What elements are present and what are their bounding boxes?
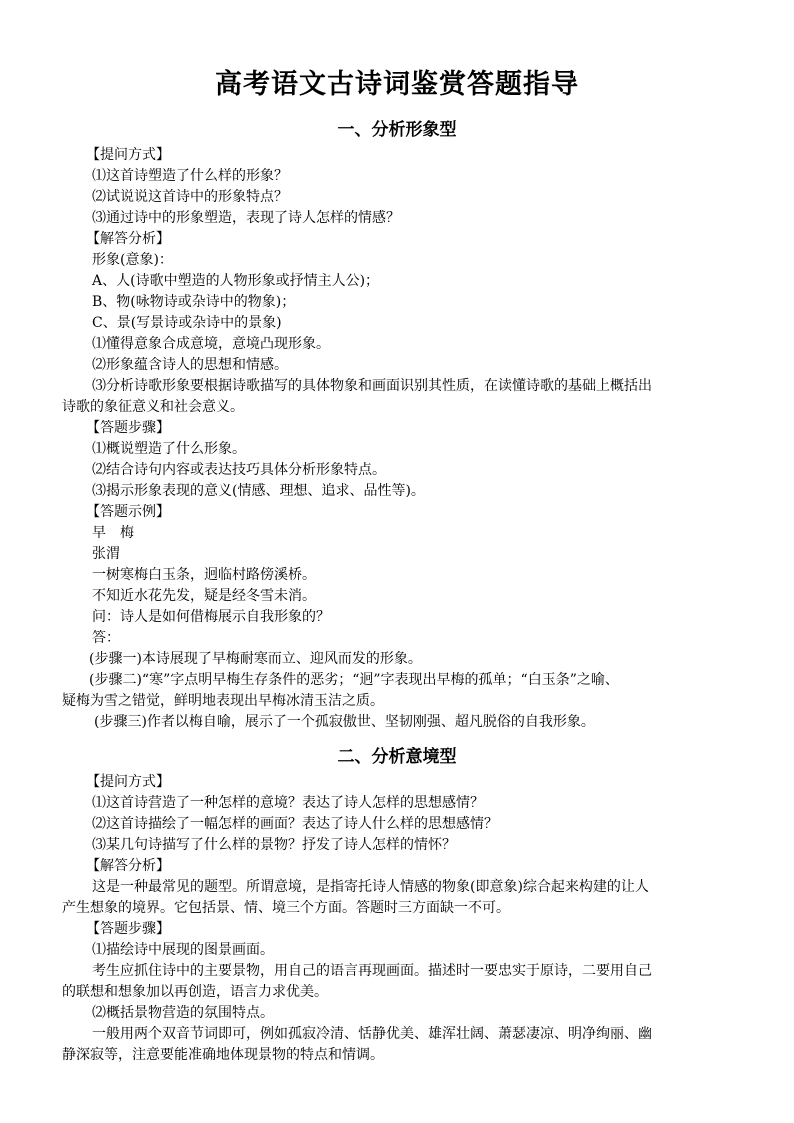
section2-step-2: ⑵概括景物营造的氛围特点。	[92, 1005, 274, 1021]
page-title: 高考语文古诗词鉴赏答题指导	[215, 69, 579, 100]
section1-step-2: ⑵结合诗句内容或表达技巧具体分析形象特点。	[92, 462, 386, 478]
section1-analysis-line-5: ⑴懂得意象合成意境，意境凸现形象。	[92, 336, 330, 352]
section2-analysis-label: 【解答分析】	[86, 858, 170, 874]
section2-step-1: ⑴描绘诗中展现的图景画面。	[92, 942, 274, 958]
poem-line-2: 不知近水花先发，疑是经冬雪未消。	[92, 588, 316, 604]
section1-analysis-line-6: ⑵形象蕴含诗人的思想和情感。	[92, 357, 288, 373]
poem-line-1: 一树寒梅白玉条，迥临村路傍溪桥。	[92, 567, 316, 583]
section1-analysis-line-4: C、景(写景诗或杂诗中的景象)	[92, 315, 282, 331]
section1-analysis-line-7: ⑶分析诗歌形象要根据诗歌描写的具体物象和画面识别其性质，在读懂诗歌的基础上概括出	[92, 378, 652, 394]
section1-analysis-wrap: 诗歌的象征意义和社会意义。	[62, 399, 244, 415]
section2-analysis-p1: 这是一种最常见的题型。所谓意境，是指寄托诗人情感的物象(即意象)综合起来构建的让人	[92, 879, 649, 895]
poem-title: 早 梅	[92, 525, 134, 541]
answer-label: 答：	[92, 630, 120, 646]
section1-question-1: ⑴这首诗塑造了什么样的形象？	[92, 168, 288, 184]
section2-heading: 二、分析意境型	[337, 747, 457, 767]
answer-step-2-wrap: 疑梅为雪之错觉，鲜明地表现出早梅冰清玉洁之质。	[62, 693, 384, 709]
answer-step-1: (步骤一)本诗展现了早梅耐寒而立、迎风而发的形象。	[89, 651, 422, 667]
section2-question-3: ⑶某几句诗描写了什么样的景物？抒发了诗人怎样的情怀？	[92, 837, 456, 853]
section2-step-2-paragraph-wrap: 静深寂等，注意要能准确地体现景物的特点和情调。	[62, 1047, 384, 1063]
section2-step-1-paragraph: 考生应抓住诗中的主要景物，用自己的语言再现画面。描述时一要忠实于原诗，二要用自己	[92, 963, 652, 979]
answer-step-3: (步骤三)作者以梅自喻，展示了一个孤寂傲世、坚韧刚强、超凡脱俗的自我形象。	[94, 714, 595, 730]
section2-ask-label: 【提问方式】	[86, 774, 170, 790]
section2-steps-label: 【答题步骤】	[86, 921, 170, 937]
poem-author: 张渭	[92, 546, 120, 562]
section1-question-3: ⑶通过诗中的形象塑造，表现了诗人怎样的情感？	[92, 210, 400, 226]
answer-step-2: (步骤二)“寒”字点明早梅生存条件的恶劣；“迥”字表现出早梅的孤单；“白玉条”之喻、	[89, 672, 619, 688]
section1-ask-label: 【提问方式】	[86, 147, 170, 163]
example-question: 问：诗人是如何借梅展示自我形象的？	[92, 609, 330, 625]
section2-question-2: ⑵这首诗描绘了一幅怎样的画面？表达了诗人什么样的思想感情？	[92, 816, 498, 832]
section2-question-1: ⑴这首诗营造了一种怎样的意境？表达了诗人怎样的思想感情？	[92, 795, 484, 811]
section1-analysis-label: 【解答分析】	[86, 231, 170, 247]
section1-question-2: ⑵试说说这首诗中的形象特点？	[92, 189, 288, 205]
section1-example-label: 【答题示例】	[86, 504, 170, 520]
section1-steps-label: 【答题步骤】	[86, 420, 170, 436]
section2-step-1-paragraph-wrap: 的联想和想象加以再创造，语言力求优美。	[62, 984, 328, 1000]
section2-step-2-paragraph: 一般用两个双音节词即可，例如孤寂冷清、恬静优美、雄浑壮阔、萧瑟凄凉、明净绚丽、幽	[92, 1026, 652, 1042]
section1-analysis-line-2: A、人(诗歌中塑造的人物形象或抒情主人公)；	[92, 273, 380, 289]
section1-heading: 一、分析形象型	[337, 120, 457, 140]
section1-step-3: ⑶揭示形象表现的意义(情感、理想、追求、品性等)。	[92, 483, 425, 499]
section1-analysis-line-1: 形象(意象)：	[92, 252, 173, 268]
section1-analysis-line-3: B、物(咏物诗或杂诗中的物象)；	[92, 294, 296, 310]
section1-step-1: ⑴概说塑造了什么形象。	[92, 441, 246, 457]
section2-analysis-p1-wrap: 产生想象的境界。它包括景、情、境三个方面。答题时三方面缺一不可。	[62, 900, 510, 916]
